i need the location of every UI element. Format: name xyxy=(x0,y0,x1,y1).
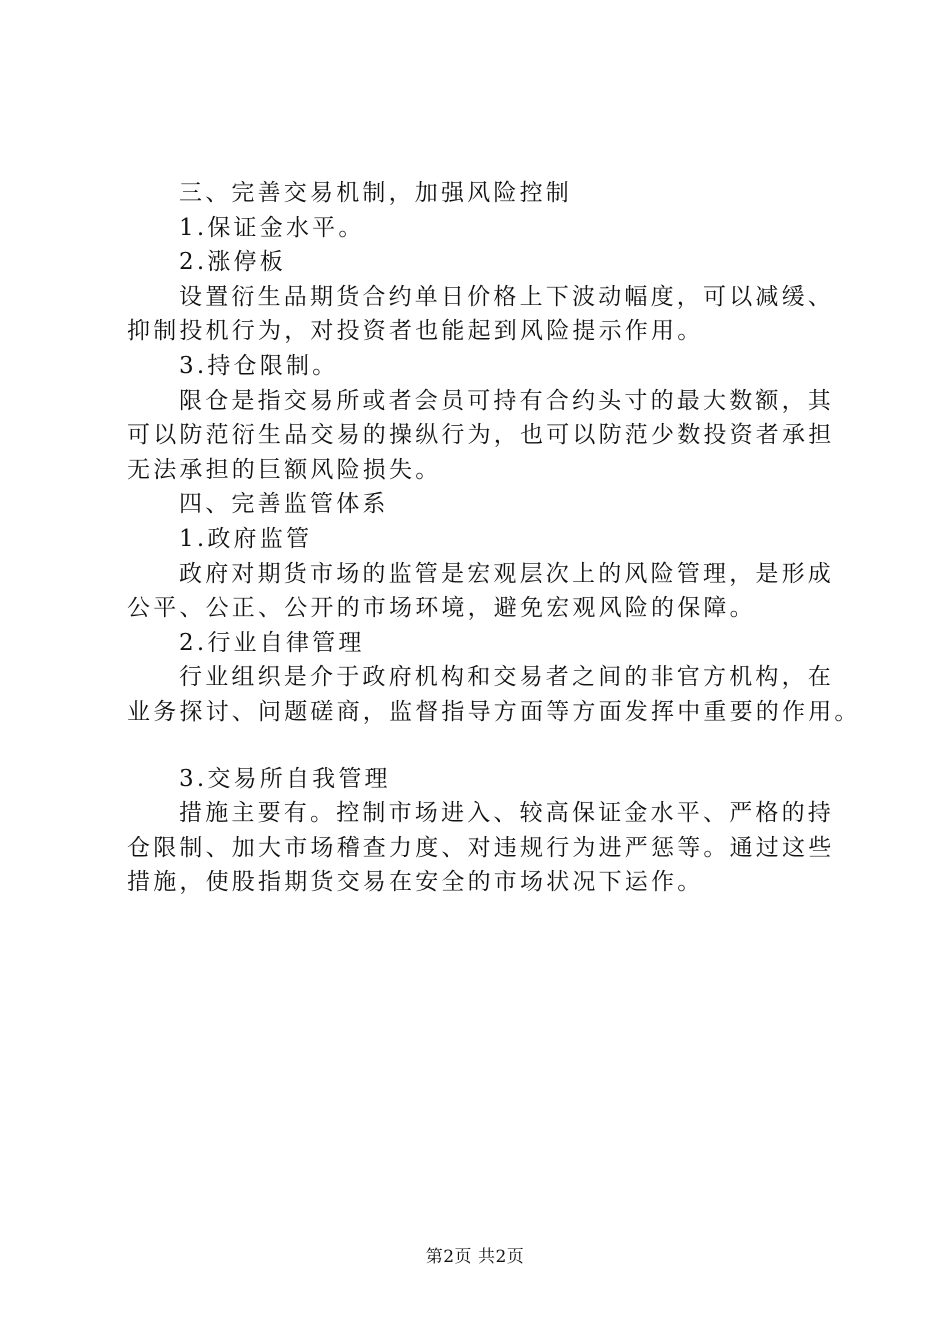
paragraph-4-2 xyxy=(127,660,861,729)
paragraph-line: 限仓是指交易所或者会员可持有合约头寸的最大数额，其 xyxy=(179,387,834,414)
paragraph-line: 行业组织是介于政府机构和交易者之间的非官方机构，在 xyxy=(179,664,834,691)
subsection-heading-3-3: 3.持仓限制。 xyxy=(179,352,339,379)
paragraph-line: 措施，使股指期货交易在安全的市场状况下运作。 xyxy=(127,869,704,896)
paragraph-line: 仓限制、加大市场稽查力度、对违规行为进严惩等。通过这些 xyxy=(127,834,835,861)
paragraph-line: 抑制投机行为，对投资者也能起到风险提示作用。 xyxy=(127,318,704,345)
subsection-heading-3-1: 1.保证金水平。 xyxy=(179,214,365,241)
paragraph-3-3 xyxy=(127,384,837,488)
section-heading-3: 三、完善交易机制，加强风险控制 xyxy=(179,180,572,206)
paragraph-spacer xyxy=(127,730,837,762)
paragraph-line: 无法承担的巨额风险损失。 xyxy=(127,456,442,483)
paragraph-line: 措施主要有。控制市场进入、较高保证金水平、严格的持 xyxy=(179,800,834,827)
page-number-footer: 第2页 共2页 xyxy=(425,1247,525,1267)
paragraph-line: 业务探讨、问题磋商，监督指导方面等方面发挥中重要的作用。 xyxy=(127,698,861,725)
paragraph-line: 可以防范衍生品交易的操纵行为，也可以防范少数投资者承担 xyxy=(127,422,835,449)
paragraph-3-2 xyxy=(127,280,837,349)
subsection-heading-3-2: 2.涨停板 xyxy=(179,249,286,276)
paragraph-line: 政府对期货市场的监管是宏观层次上的风险管理，是形成 xyxy=(179,560,834,587)
subsection-heading-4-1: 1.政府监管 xyxy=(179,525,313,552)
subsection-heading-4-2: 2.行业自律管理 xyxy=(179,629,365,656)
document-body xyxy=(127,176,861,900)
paragraph-4-1 xyxy=(127,557,837,626)
paragraph-line: 设置衍生品期货合约单日价格上下波动幅度，可以减缓、 xyxy=(179,283,834,310)
subsection-heading-4-3: 3.交易所自我管理 xyxy=(179,765,391,792)
paragraph-line: 公平、公正、公开的市场环境，避免宏观风险的保障。 xyxy=(127,595,756,622)
section-heading-4: 四、完善监管体系 xyxy=(179,491,389,518)
paragraph-4-3 xyxy=(127,796,837,900)
